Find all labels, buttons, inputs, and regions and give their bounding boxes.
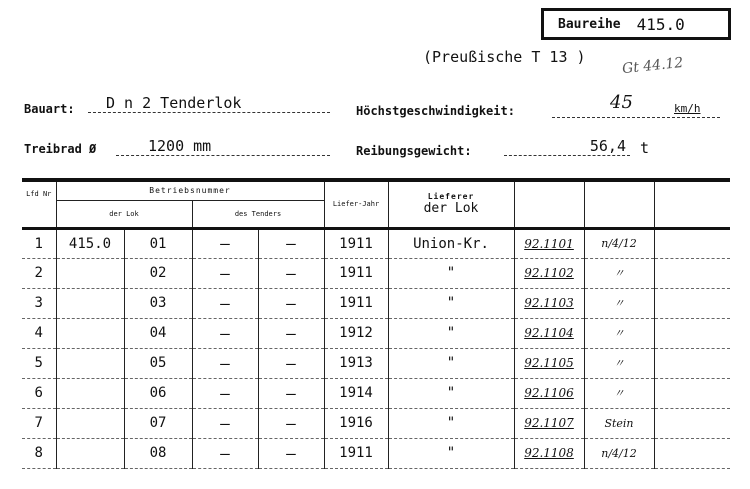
table-row [22, 258, 730, 288]
supplier: " [388, 408, 514, 438]
supplier: " [388, 258, 514, 288]
speed-unit: km/h [674, 102, 701, 115]
lok-prefix [56, 318, 124, 348]
lok-prefix [56, 378, 124, 408]
table-row [22, 438, 730, 468]
treibrad-label: Treibrad Ø [24, 142, 97, 156]
supplier: " [388, 378, 514, 408]
row-number: 6 [22, 378, 56, 408]
table-row [22, 378, 730, 408]
delivery-year: 1916 [324, 408, 388, 438]
baureihe-label: Baureihe [558, 16, 621, 32]
extra-cell [654, 378, 730, 408]
row-number: 8 [22, 438, 56, 468]
lok-number: 02 [124, 258, 192, 288]
col-lieferer-label: Lieferer [427, 192, 475, 202]
bauart-value: D n 2 Tenderlok [88, 94, 330, 113]
delivery-year: 1913 [324, 348, 388, 378]
lok-number: 04 [124, 318, 192, 348]
extra-cell [654, 288, 730, 318]
tender-dash-1: – [192, 408, 258, 438]
tender-dash-2: – [258, 348, 324, 378]
hand-code: 92.1101 [514, 228, 584, 258]
supplier: " [388, 438, 514, 468]
tender-dash-2: – [258, 408, 324, 438]
lok-number: 07 [124, 408, 192, 438]
col-des-tenders: des Tenders [192, 200, 324, 228]
lok-prefix [56, 408, 124, 438]
table-body [22, 228, 730, 468]
row-number: 5 [22, 348, 56, 378]
hand-code: 92.1106 [514, 378, 584, 408]
row-number: 1 [22, 228, 56, 258]
lok-prefix [56, 438, 124, 468]
tender-dash-1: – [192, 258, 258, 288]
baureihe-box [541, 8, 731, 40]
lok-number: 03 [124, 288, 192, 318]
tender-dash-2: – [258, 378, 324, 408]
extra-cell [654, 438, 730, 468]
supplier: " [388, 348, 514, 378]
hand-code: 92.1107 [514, 408, 584, 438]
row-number: 4 [22, 318, 56, 348]
baureihe-value: 415.0 [636, 14, 685, 34]
delivery-year: 1911 [324, 258, 388, 288]
extra-cell [654, 258, 730, 288]
treibrad-value: 1200 mm [116, 137, 330, 156]
extra-cell [654, 408, 730, 438]
hand-code: 92.1108 [514, 438, 584, 468]
extra-cell [654, 318, 730, 348]
speed-line [552, 92, 720, 118]
hand-mark: 〃 [584, 348, 654, 378]
row-number: 2 [22, 258, 56, 288]
col-lfd-nr: Lfd Nr [22, 180, 56, 228]
tender-dash-1: – [192, 378, 258, 408]
locomotive-table [22, 178, 730, 469]
tender-dash-2: – [258, 288, 324, 318]
lok-prefix [56, 288, 124, 318]
hand-code: 92.1103 [514, 288, 584, 318]
speed-label: Höchstgeschwindigkeit: [356, 104, 515, 118]
weight-value: 56,4 [504, 137, 630, 156]
hand-mark: n/4/12 [584, 438, 654, 468]
hand-note: Gt 44.12 [621, 54, 685, 78]
table-row [22, 318, 730, 348]
row-number: 7 [22, 408, 56, 438]
col-lieferer-sub: der Lok [423, 201, 479, 217]
hand-code: 92.1102 [514, 258, 584, 288]
supplier: " [388, 288, 514, 318]
hand-code: 92.1105 [514, 348, 584, 378]
hand-code: 92.1104 [514, 318, 584, 348]
extra-cell [654, 228, 730, 258]
lok-prefix [56, 348, 124, 378]
weight-unit: t [640, 139, 650, 157]
lok-prefix: 415.0 [56, 228, 124, 258]
tender-dash-1: – [192, 318, 258, 348]
type-note: (Preußische T 13 ) [423, 48, 586, 66]
table-row [22, 288, 730, 318]
delivery-year: 1911 [324, 438, 388, 468]
delivery-year: 1911 [324, 288, 388, 318]
lok-number: 01 [124, 228, 192, 258]
hand-mark: n/4/12 [584, 228, 654, 258]
col-extra [654, 180, 730, 228]
tender-dash-2: – [258, 228, 324, 258]
delivery-year: 1912 [324, 318, 388, 348]
tender-dash-1: – [192, 348, 258, 378]
col-der-lok: der Lok [56, 200, 192, 228]
lok-number: 08 [124, 438, 192, 468]
tender-dash-1: – [192, 288, 258, 318]
delivery-year: 1914 [324, 378, 388, 408]
row-number: 3 [22, 288, 56, 318]
hand-mark: 〃 [584, 318, 654, 348]
hand-mark: 〃 [584, 258, 654, 288]
supplier: " [388, 318, 514, 348]
extra-cell [654, 348, 730, 378]
tender-dash-2: – [258, 438, 324, 468]
lok-number: 05 [124, 348, 192, 378]
col-mark [584, 180, 654, 228]
delivery-year: 1911 [324, 228, 388, 258]
speed-value: 45 [610, 92, 633, 113]
hand-mark: 〃 [584, 288, 654, 318]
tender-dash-2: – [258, 318, 324, 348]
table-row [22, 348, 730, 378]
hand-mark: Stein [584, 408, 654, 438]
tender-dash-1: – [192, 228, 258, 258]
table-row [22, 228, 730, 258]
supplier: Union-Kr. [388, 228, 514, 258]
col-betriebsnummer: Betriebsnummer [56, 180, 324, 200]
col-code [514, 180, 584, 228]
bauart-label: Bauart: [24, 102, 75, 116]
tender-dash-2: – [258, 258, 324, 288]
table-row [22, 408, 730, 438]
col-liefer-jahr: Liefer-Jahr [324, 180, 388, 228]
lok-prefix [56, 258, 124, 288]
tender-dash-1: – [192, 438, 258, 468]
lok-number: 06 [124, 378, 192, 408]
hand-mark: 〃 [584, 378, 654, 408]
col-lieferer [388, 180, 514, 228]
weight-label: Reibungsgewicht: [356, 144, 472, 158]
